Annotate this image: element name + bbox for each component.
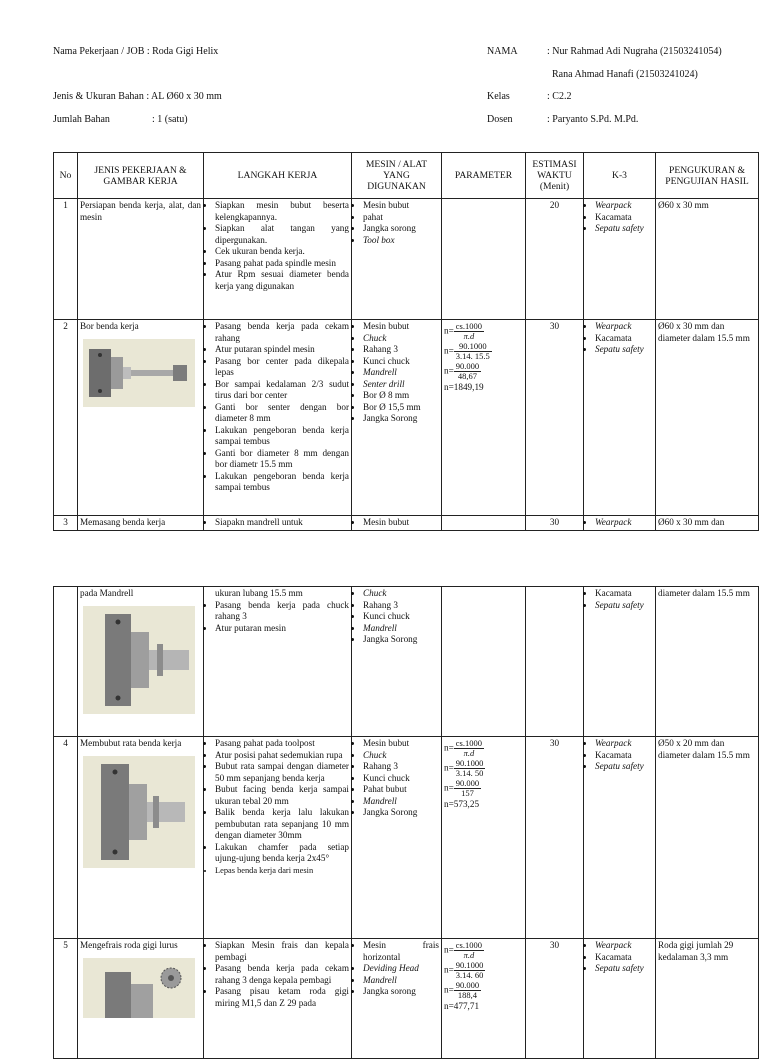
fraction-denominator: 188,4 [457,990,478,1000]
row-hasil: Ø60 x 30 mm dan [656,516,759,531]
row-k3 [584,199,656,320]
col-pengukuran: PENGUKURAN & PENGUJIAN HASIL [656,153,759,199]
nama-2: Rana Ahmad Hanafi (21503241024) [552,69,698,80]
row-parameter [442,587,526,737]
list-item: • Jangka sorong [363,223,439,235]
row-jenis [78,587,204,737]
milling-setup-image [83,958,195,1018]
list-item: • Lakukan pengeboran benda kerja sampai tembus [215,471,349,494]
bahan-info: Jenis & Ukuran Bahan : AL Ø60 x 30 mm [53,91,222,102]
row-langkah [204,587,352,737]
formula-result: n=1849,19 [444,382,484,392]
list-item: • Pasang benda kerja pada cekam rahang 3 denga kepala pembagi [215,963,349,986]
row-mesin [352,516,442,531]
list-item: • Sepatu safety [595,223,653,235]
fraction-numerator: cs.1000 [455,940,482,950]
formula-result: n=477,71 [444,1001,480,1011]
table-row [54,199,759,320]
list-item: • Tool box [363,235,439,247]
job-name: Nama Pekerjaan / JOB : Roda Gigi Helix [53,46,219,57]
row-no: 1 [54,199,78,320]
row-no: 2 [54,320,78,516]
job-table-page-2 [53,586,759,1059]
list-item: • Sepatu safety [595,600,653,612]
fraction-numerator: 90.000 [455,778,480,788]
kelas-value: : C2.2 [547,91,572,102]
fraction-numerator: cs.1000 [455,738,482,748]
row-langkah [204,320,352,516]
list-item: • Jangka Sorong [363,807,439,819]
fraction-denominator: 3.14. 15.5 [455,351,490,361]
row-k3 [584,516,656,531]
list-item: • Rahang 3 [363,761,439,773]
list-item: • Wearpack [595,940,653,952]
list-item: • Pasang pahat pada spindle mesin [215,258,349,270]
fraction-denominator: 3.14. 50 [455,768,484,778]
row-parameter [442,939,526,1059]
row-parameter [442,737,526,939]
list-item: • Kunci chuck [363,356,439,368]
list-item: • Chuck [363,750,439,762]
list-item: • Sepatu safety [595,761,653,773]
formula-line: n= $\frac{90.1000}{3.14. 50}$ [444,758,484,778]
list-item: • Rahang 3 [363,344,439,356]
list-item: • Bubut rata sampai dengan diameter 50 mm sepanjang benda kerja [215,761,349,784]
row-jenis: Memasang benda kerja [78,516,204,531]
row-k3 [584,320,656,516]
fraction-denominator: π.d [463,748,475,758]
dosen-label: Dosen [487,114,513,125]
fraction-numerator: 90.1000 [455,960,484,970]
formula-line: n= $\frac{90.1000}{3.14. 60}$ [444,960,484,980]
row-hasil: Ø50 x 20 mm dan diameter dalam 15.5 mm [656,737,759,939]
list-item: • Jangka Sorong [363,634,439,646]
row-jenis [78,939,204,1059]
list-item: • Wearpack [595,738,653,750]
list-item: • Mandrell [363,975,439,987]
nama-1: : Nur Rahmad Adi Nugraha (21503241054) [547,46,722,57]
list-item: • Kunci chuck [363,773,439,785]
row-mesin [352,587,442,737]
list-item: • Siapkan alat tangan yang dipergunakan. [215,223,349,246]
list-item: • Pasang bor center pada dikepala lepas [215,356,349,379]
col-parameter: PARAMETER [442,153,526,199]
row-langkah [204,939,352,1059]
list-item: • Wearpack [595,517,653,529]
list-item: • Balik benda kerja lalu lakukan pembubutan rata sepanjang 10 mm dengan diameter 30mm [215,807,349,842]
table-header-row [54,153,759,199]
row-mesin [352,199,442,320]
formula-result: n=573,25 [444,799,480,809]
fraction-denominator: 48,67 [457,371,478,381]
list-item: • Senter drill [363,379,439,391]
fraction-denominator: 3.14. 60 [455,970,484,980]
col-jenis: JENIS PEKERJAAN & GAMBAR KERJA [78,153,204,199]
col-k3: K-3 [584,153,656,199]
list-item: • Atur posisi pahat sedemukian rupa [215,750,349,762]
fraction-numerator: 90.1000 [454,342,492,352]
row-hasil: Roda gigi jumlah 29 kedalaman 3,3 mm [656,939,759,1059]
mandrell-setup-image [83,606,195,714]
row-mesin [352,939,442,1059]
list-item: • pahat [363,212,439,224]
list-item: • Bubut facing benda kerja sampai ukuran tebal 20 mm [215,784,349,807]
col-estimasi: ESTIMASI WAKTU (Menit) [526,153,584,199]
formula-line: n= $\frac{cs.1000}{\pi.d}$ [444,738,482,758]
list-item: • Mesin bubut [363,517,439,529]
row-mesin [352,737,442,939]
list-item: • Pasang pahat pada toolpost [215,738,349,750]
row-waktu [526,587,584,737]
list-item: • Mesin bubut [363,738,439,750]
row-langkah [204,737,352,939]
fraction-numerator: cs.1000 [455,321,482,331]
row-jenis-text: Bor benda kerja [80,321,139,331]
list-item: • Rahang 3 [363,600,439,612]
list-item: • Kacamata [595,333,653,345]
row-no: 5 [54,939,78,1059]
drilling-setup-image [83,339,195,407]
row-hasil: Ø60 x 30 mm dan diameter dalam 15.5 mm [656,320,759,516]
list-item: ukuran lubang 15.5 mm [215,588,303,598]
dosen-value: : Paryanto S.Pd. M.Pd. [547,114,639,125]
list-item: • Kunci chuck [363,611,439,623]
list-item: • Deviding Head [363,963,439,975]
list-item: • Atur putaran mesin [215,623,349,635]
list-item: • Bor Ø 15,5 mm [363,402,439,414]
formula-line: n= $\frac{90.1000}{3.14. 15.5}$ [444,341,490,361]
job-header [0,0,768,140]
row-k3 [584,939,656,1059]
row-k3 [584,587,656,737]
job-table-page-1 [53,152,759,531]
list-item: • Kacamata [595,588,653,600]
table-row [54,587,759,737]
list-item: • Cek ukuran benda kerja. [215,246,349,258]
list-item: • Kacamata [595,750,653,762]
row-waktu: 30 [526,320,584,516]
row-waktu: 30 [526,737,584,939]
formula-line: n= $\frac{90.000}{188,4}$ [444,980,480,1000]
list-item: • Kacamata [595,212,653,224]
list-item: • Mesin bubut [363,321,439,333]
list-item: • Lakukan chamfer pada setiap ujung-ujung benda kerja 2x45° [215,842,349,865]
row-mesin [352,320,442,516]
kelas-label: Kelas [487,91,510,102]
row-parameter [442,320,526,516]
row-jenis-text: pada Mandrell [80,588,134,598]
list-item: • Chuck [363,333,439,345]
list-item: • Mesin bubut [363,200,439,212]
jumlah-label: Jumlah Bahan [53,114,110,125]
list-item: • Pasang benda kerja pada cekam rahang [215,321,349,344]
row-hasil: Ø60 x 30 mm [656,199,759,320]
table-row [54,320,759,516]
list-item: • Sepatu safety [595,963,653,975]
col-langkah: LANGKAH KERJA [204,153,352,199]
list-item: • Chuck [363,588,439,600]
list-item: • Wearpack [595,200,653,212]
row-parameter [442,516,526,531]
nama-label: NAMA [487,46,518,57]
list-item: • Atur putaran spindel mesin [215,344,349,356]
list-item: • Bor sampai kedalaman 2/3 sudut tirus dari bor center [215,379,349,402]
jumlah-value: : 1 (satu) [152,114,188,125]
row-waktu: 30 [526,516,584,531]
formula-line: n= $\frac{90.000}{157}$ [444,778,480,798]
list-item: • Mandrell [363,623,439,635]
row-jenis-text: Membubut rata benda kerja [80,738,182,748]
list-item: • Sepatu safety [595,344,653,356]
row-parameter [442,199,526,320]
list-item: • Pahat bubut [363,784,439,796]
col-mesin: MESIN / ALAT YANG DIGUNAKAN [352,153,442,199]
list-item: • Siapkan Mesin frais dan kepala pembagi [215,940,349,963]
list-item: • Jangka sorong [363,986,439,998]
list-item: • Pasang pisau ketam roda gigi miring M1,5 dan Z 29 pada [215,986,349,1009]
list-item: • Mandrell [363,367,439,379]
fraction-denominator: π.d [463,331,475,341]
fraction-numerator: 90.1000 [455,758,484,768]
formula-line: n= $\frac{90.000}{48,67}$ [444,361,480,381]
row-no: 3 [54,516,78,531]
list-item: • Mandrell [363,796,439,808]
row-no [54,587,78,737]
list-item: • Kacamata [595,952,653,964]
table-row [54,737,759,939]
formula-line: n= $\frac{cs.1000}{\pi.d}$ [444,321,482,341]
row-jenis [78,320,204,516]
row-no: 4 [54,737,78,939]
list-item: • Bor Ø 8 mm [363,390,439,402]
row-hasil: diameter dalam 15.5 mm [656,587,759,737]
row-langkah [204,516,352,531]
row-waktu: 20 [526,199,584,320]
col-no: No [54,153,78,199]
turning-setup-image [83,756,195,868]
row-jenis [78,737,204,939]
fraction-numerator: 90.000 [455,361,480,371]
row-jenis: Persiapan benda kerja, alat, dan mesin [78,199,204,320]
row-jenis-text: Mengefrais roda gigi lurus [80,940,178,950]
fraction-denominator: 157 [461,788,474,798]
formula-line: n= $\frac{cs.1000}{\pi.d}$ [444,940,482,960]
list-item: • Jangka Sorong [363,413,439,425]
row-k3 [584,737,656,939]
list-item: • Siapakn mandrell untuk [215,517,349,529]
row-langkah [204,199,352,320]
list-item: • Ganti bor diameter 8 mm dengan bor diametr 15.5 mm [215,448,349,471]
list-item: • Lepas benda kerja dari mesin [215,865,349,877]
table-row [54,939,759,1059]
list-item: • Atur Rpm sesuai diameter benda kerja yang digunakan [215,269,349,292]
list-item: • Siapkan mesin bubut beserta kelengkapannya. [215,200,349,223]
fraction-denominator: π.d [463,950,475,960]
list-item: • Lakukan pengeboran benda kerja sampai tembus [215,425,349,448]
list-item: • Wearpack [595,321,653,333]
fraction-numerator: 90.000 [455,980,480,990]
row-waktu: 30 [526,939,584,1059]
table-row [54,516,759,531]
list-item: • Mesin frais horizontal [363,940,439,963]
list-item: • Pasang benda kerja pada chuck rahang 3 [215,600,349,623]
list-item: • Ganti bor senter dengan bor diameter 8 mm [215,402,349,425]
